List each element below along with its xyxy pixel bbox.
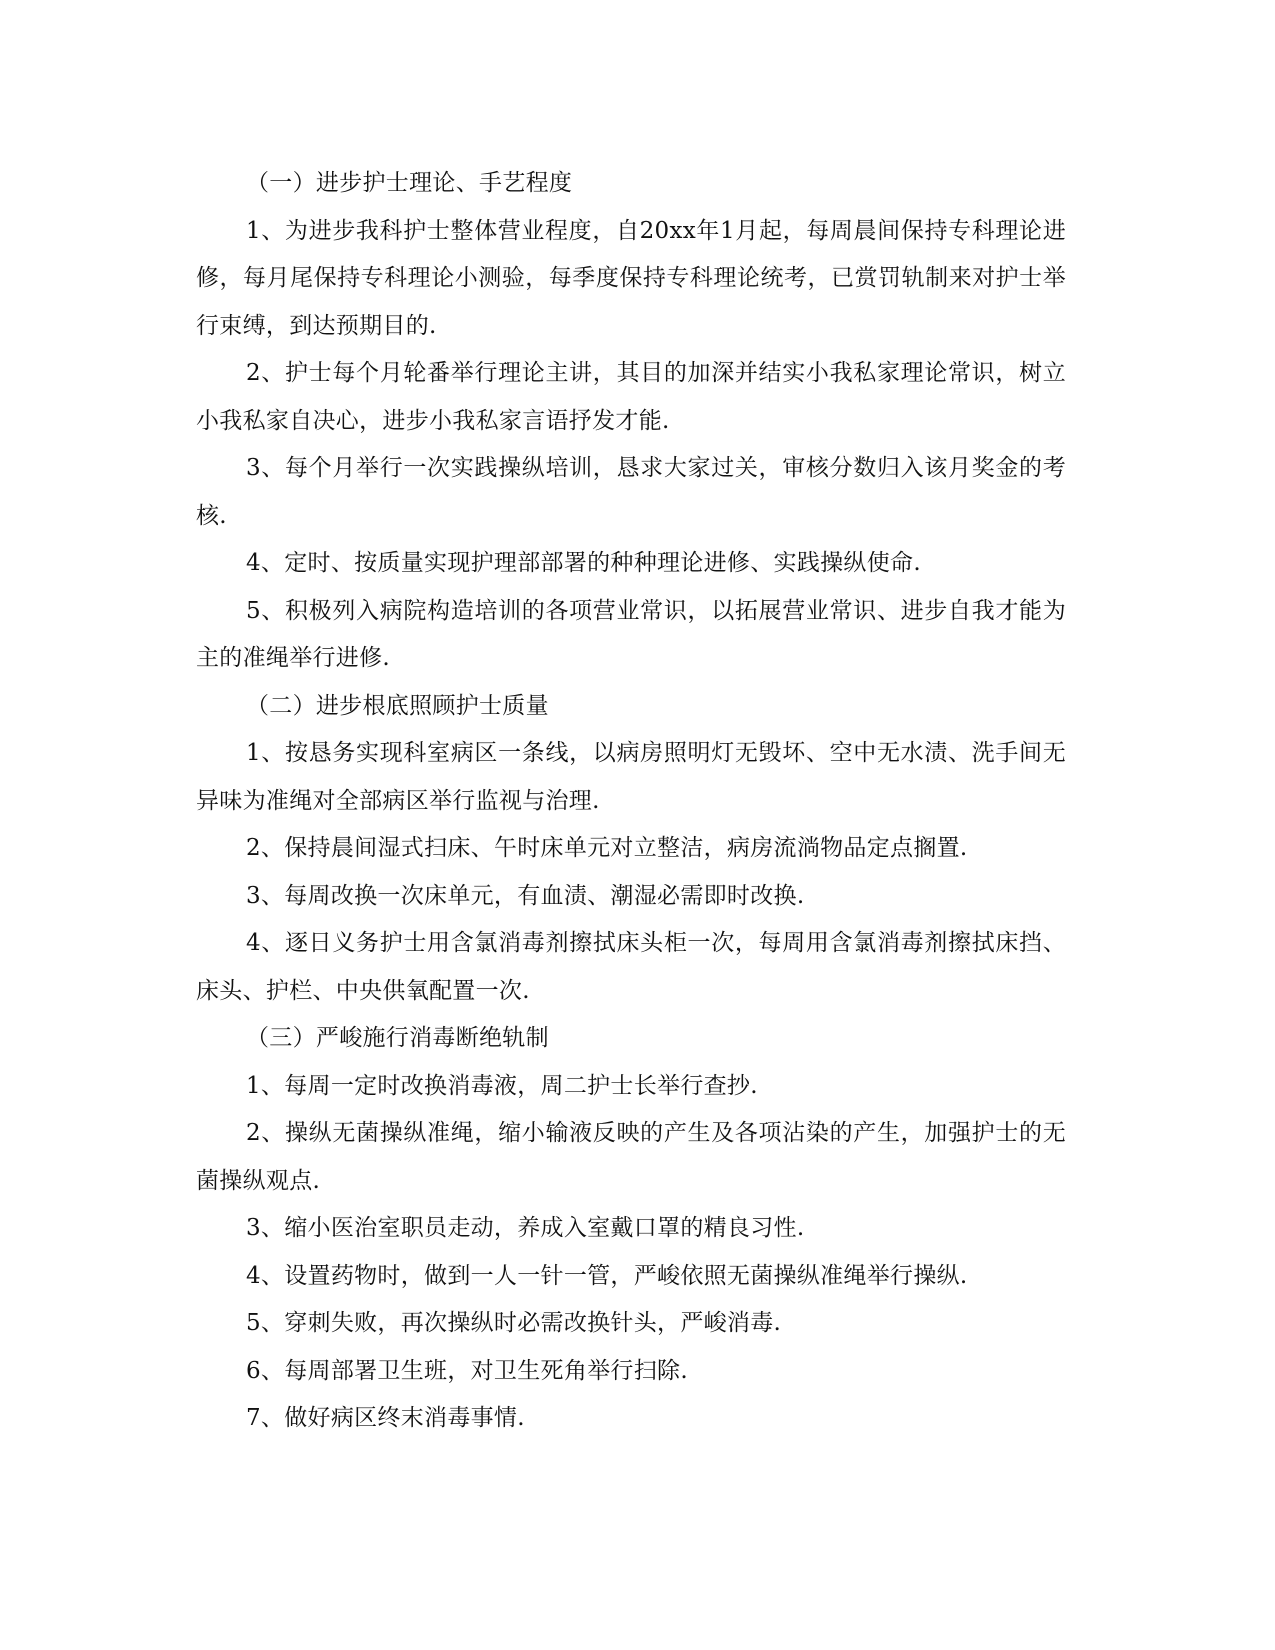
paragraph: 3、缩小医治室职员走动，养成入室戴口罩的精良习性. <box>246 1215 805 1241</box>
paragraph: 3、每周改换一次床单元，有血渍、潮湿必需即时改换. <box>246 882 805 909</box>
paragraph: 2、护士每个月轮番举行理论主讲，其目的加深并结实小我私家理论常识，树立小我私家自决心，进步小我私家言语抒发才能. <box>196 360 1066 434</box>
paragraph: 5、穿刺失败，再次操纵时必需改换针头，严峻消毒. <box>246 1310 782 1336</box>
paragraph: 7、做好病区终末消毒事情. <box>246 1405 525 1431</box>
paragraph: 6、每周部署卫生班，对卫生死角举行扫除. <box>246 1357 688 1384</box>
paragraph: 4、逐日义务护士用含氯消毒剂擦拭床头柜一次，每周用含氯消毒剂擦拭床挡、床头、护栏、中央供氧配置一次. <box>196 930 1066 1004</box>
paragraph: 1、按恳务实现科室病区一条线，以病房照明灯无毁坏、空中无水渍、洗手间无异味为准绳对全部病区举行监视与治理. <box>196 740 1066 814</box>
paragraph: 1、每周一定时改换消毒液，周二护士长举行查抄. <box>246 1072 758 1099</box>
section-heading-2: （二）进步根底照顾护士质量 <box>246 692 549 719</box>
paragraph: 1、为进步我科护士整体营业程度，自20xx年1月起，每周晨间保持专科理论进修，每月尾保持专科理论小测验，每季度保持专科理论统考，已赏罚轨制来对护士举行束缚，到达预期目的. <box>196 217 1066 339</box>
document-body <box>196 160 1066 1443</box>
paragraph: 5、积极列入病院构造培训的各项营业常识，以拓展营业常识、进步自我才能为主的准绳举行进修. <box>196 597 1066 671</box>
section-heading-1: （一）进步护士理论、手艺程度 <box>246 170 573 196</box>
paragraph: 4、设置药物时，做到一人一针一管，严峻依照无菌操纵准绳举行操纵. <box>246 1262 968 1289</box>
paragraph: 3、每个月举行一次实践操纵培训，恳求大家过关，审核分数归入该月奖金的考核. <box>196 455 1066 529</box>
paragraph: 4、定时、按质量实现护理部部署的种种理论进修、实践操纵使命. <box>246 550 921 576</box>
section-heading-3: （三）严峻施行消毒断绝轨制 <box>246 1025 549 1051</box>
paragraph: 2、保持晨间湿式扫床、午时床单元对立整洁，病房流淌物品定点搁置. <box>246 835 968 861</box>
paragraph: 2、操纵无菌操纵准绳，缩小输液反映的产生及各项沾染的产生，加强护士的无菌操纵观点. <box>196 1120 1066 1194</box>
